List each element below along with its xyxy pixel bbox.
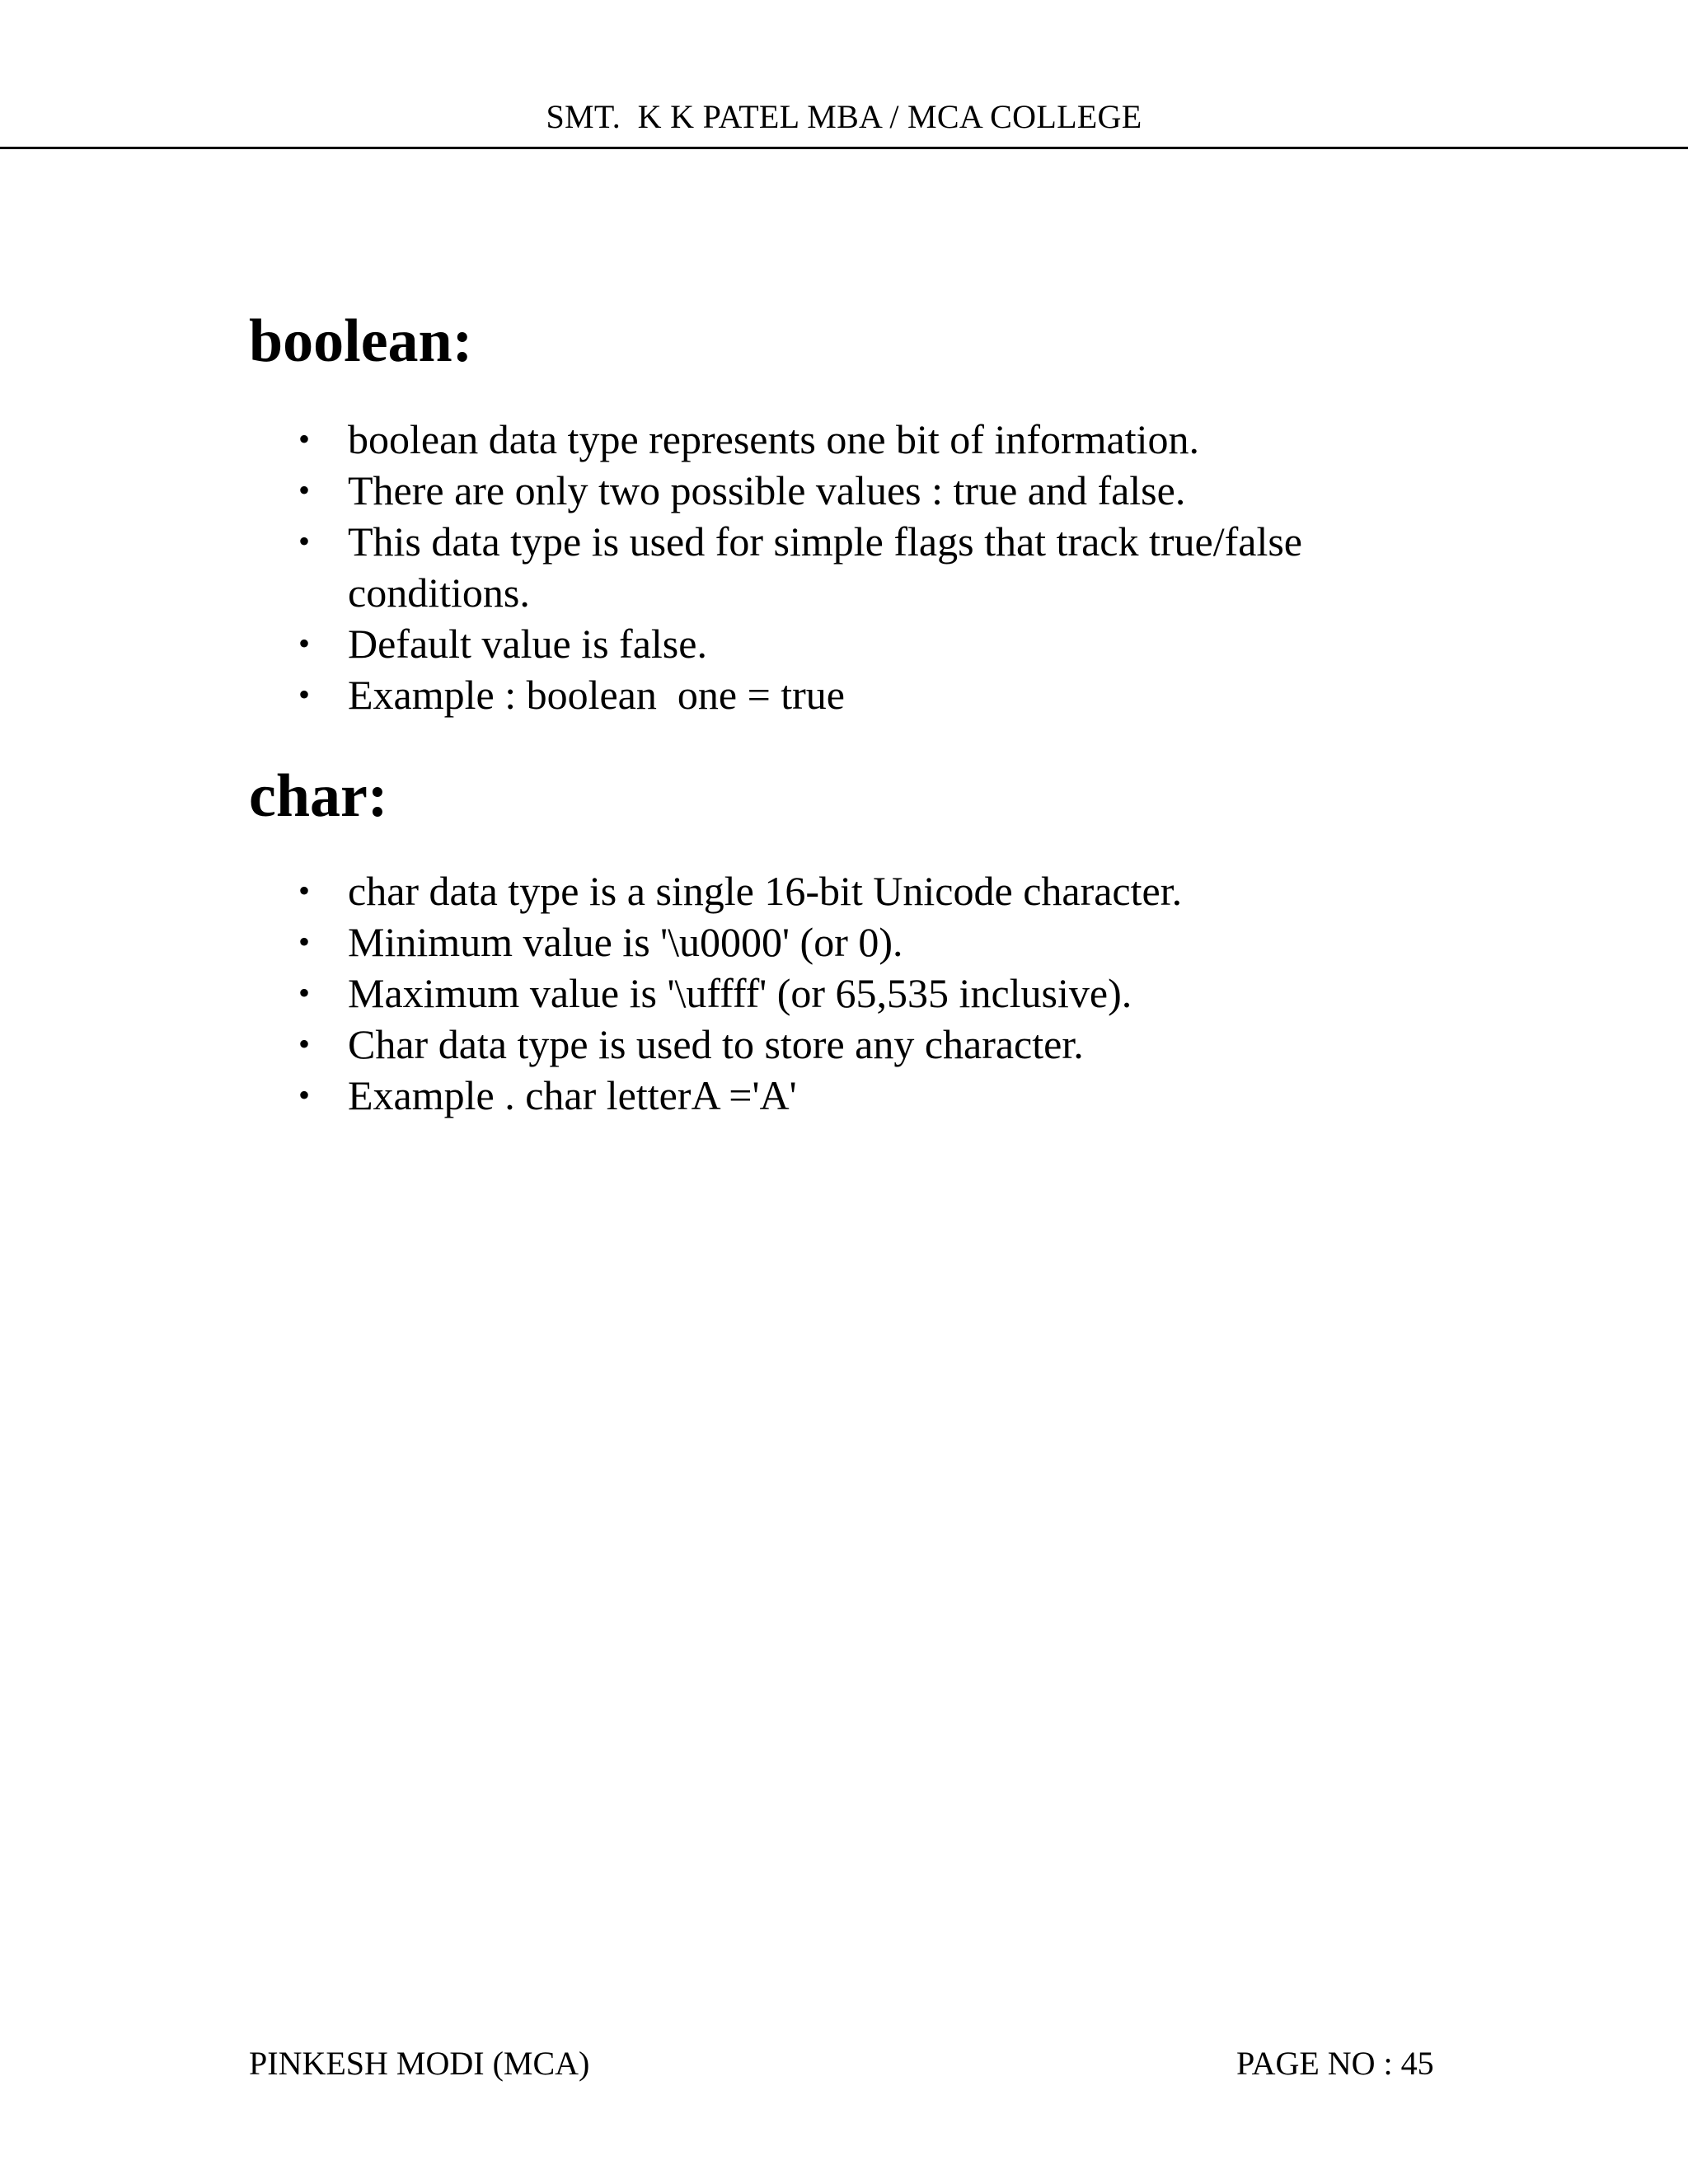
- bullet-icon: •: [298, 523, 311, 560]
- list-item: [290, 968, 1428, 1019]
- list-item-text: Example : boolean one = true: [348, 672, 846, 718]
- bullet-icon: •: [298, 1025, 311, 1062]
- bullet-icon: •: [298, 872, 311, 909]
- list-item-text: boolean data type represents one bit of information.: [348, 416, 1200, 462]
- bullet-icon: •: [298, 676, 311, 713]
- list-item: [290, 865, 1428, 916]
- header-divider: [0, 147, 1688, 149]
- list-item-text: char data type is a single 16-bit Unicode character.: [348, 868, 1183, 914]
- bullet-icon: •: [298, 974, 311, 1011]
- bullet-list-boolean: [290, 414, 1428, 720]
- list-item: [290, 516, 1428, 618]
- list-item-text: There are only two possible values : true and false.: [348, 467, 1186, 513]
- bullet-icon: •: [298, 625, 311, 662]
- list-item-text: This data type is used for simple flags that track true/false conditions.: [348, 518, 1313, 616]
- list-item: [290, 465, 1428, 516]
- bullet-icon: •: [298, 923, 311, 960]
- list-item-text: Maximum value is '\uffff' (or 65,535 inclusive).: [348, 970, 1132, 1016]
- page-header-title: SMT. K K PATEL MBA / MCA COLLEGE: [546, 98, 1142, 135]
- bullet-icon: •: [298, 420, 311, 457]
- list-item-text: Char data type is used to store any character.: [348, 1021, 1084, 1067]
- section-heading-boolean: boolean:: [249, 307, 473, 375]
- list-item-text: Minimum value is '\u0000' (or 0).: [348, 919, 903, 965]
- list-item: [290, 414, 1428, 465]
- section-heading-char: char:: [249, 762, 388, 830]
- bullet-icon: •: [298, 471, 311, 509]
- list-item: [290, 618, 1428, 669]
- list-item: [290, 669, 1428, 720]
- bullet-list-char: [290, 865, 1428, 1121]
- list-item-text: Default value is false.: [348, 621, 707, 667]
- list-item: [290, 916, 1428, 968]
- footer-page-number: PAGE NO : 45: [1236, 2045, 1434, 2082]
- list-item-text: Example . char letterA ='A': [348, 1072, 797, 1118]
- list-item: [290, 1019, 1428, 1070]
- footer-author: PINKESH MODI (MCA): [249, 2045, 590, 2082]
- list-item: [290, 1070, 1428, 1121]
- bullet-icon: •: [298, 1076, 311, 1113]
